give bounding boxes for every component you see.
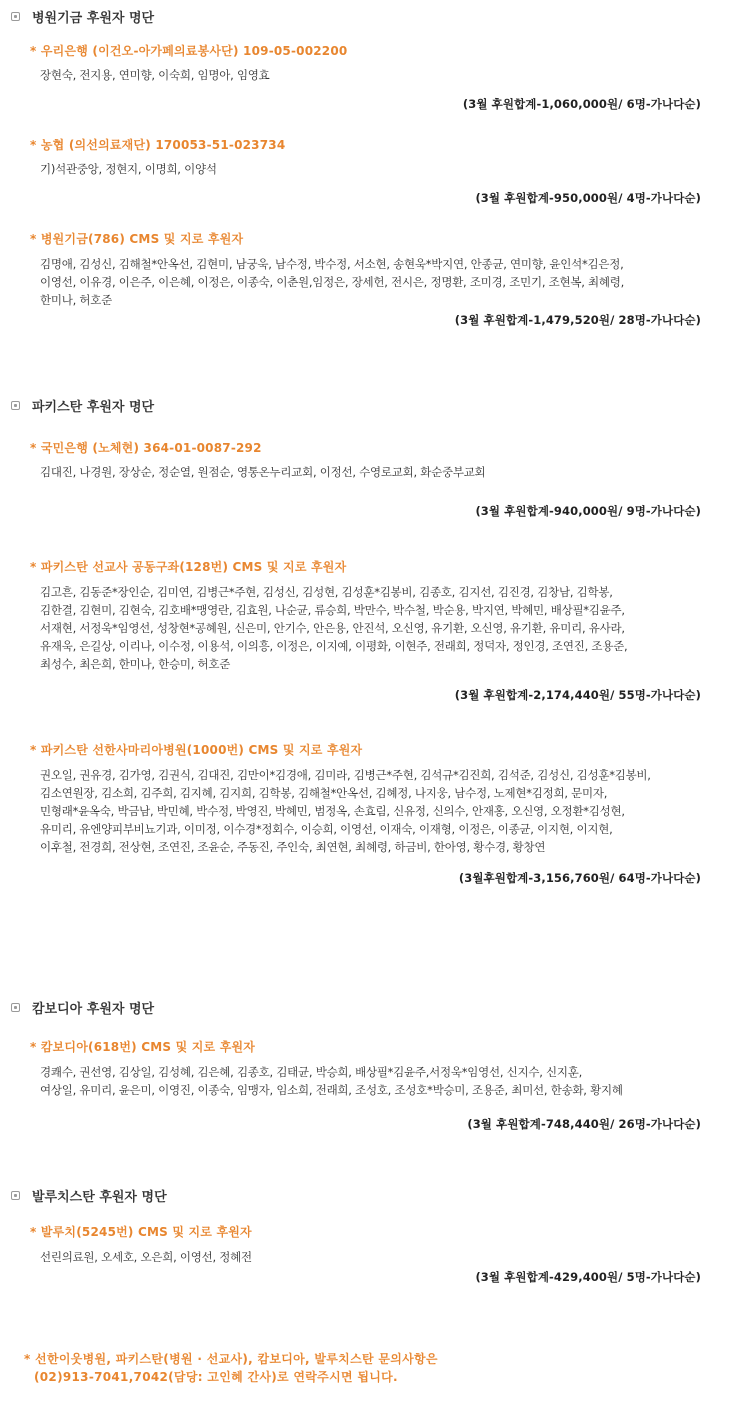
total-summary: (3월 후원합계-940,000원/ 9명-가나다순) xyxy=(475,504,701,518)
total-summary: (3월 후원합계-1,479,520원/ 28명-가나다순) xyxy=(454,313,701,327)
donor-line: 권오일, 권유경, 김가영, 김권식, 김대진, 김만이*김경애, 김미라, 김병근*주현, 김석규*김진희, 김석준, 김성신, 김성훈*김봉비, xyxy=(40,768,651,782)
total-summary: (3월후원합계-3,156,760원/ 64명-가나다순) xyxy=(458,871,701,885)
section-title: 발루치스탄 후원자 명단 xyxy=(11,1187,167,1203)
square-bullet-icon xyxy=(11,1003,20,1012)
donor-line: 서재현, 서정욱*임영선, 성창현*공혜원, 신은미, 안기수, 안은용, 안진석, 오신영, 유기환, 오신영, 유기환, 유미리, 유사라, xyxy=(40,621,625,635)
donor-line: 여상일, 유미리, 윤은미, 이영진, 이종숙, 임맹자, 임소희, 전래희, 조성호, 조성호*박승미, 조용준, 최미선, 한송화, 황지혜 xyxy=(40,1083,623,1097)
donor-line: 기)석관중앙, 정현지, 이명희, 이양석 xyxy=(40,162,217,176)
donor-list xyxy=(40,463,729,481)
total-summary: (3월 후원합계-748,440원/ 26명-가나다순) xyxy=(467,1117,701,1131)
total-summary: (3월 후원합계-1,060,000원/ 6명-가나다순) xyxy=(462,97,701,111)
total-summary: (3월 후원합계-429,400원/ 5명-가나다순) xyxy=(475,1270,701,1284)
donor-list xyxy=(40,160,729,178)
group-heading: * 발루치(5245번) CMS 및 지로 후원자 xyxy=(30,1225,252,1239)
donor-list xyxy=(40,66,729,84)
group-heading: * 파키스탄 선교사 공동구좌(128번) CMS 및 지로 후원자 xyxy=(30,560,347,574)
donor-list xyxy=(40,1248,729,1266)
group-heading: * 병원기금(786) CMS 및 지로 후원자 xyxy=(30,232,244,246)
donor-line: 민형래*윤옥숙, 박금남, 박민혜, 박수정, 박영진, 박혜민, 범정옥, 손효림, 신유정, 신의수, 안재홍, 오신영, 오정환*김성현, xyxy=(40,804,625,818)
donor-line: 이후철, 전경희, 전상현, 조연진, 조윤순, 주동진, 주인숙, 최연현, 최혜령, 하금비, 한아영, 황수경, 황창연 xyxy=(40,840,546,854)
donor-line: 유재욱, 은길상, 이리나, 이수정, 이용석, 이의흥, 이정은, 이지예, 이평화, 이현주, 전래희, 정덕자, 정인경, 조연진, 조용준, xyxy=(40,639,628,653)
donor-line: 최성수, 최은희, 한미나, 한승미, 허호준 xyxy=(40,657,231,671)
donor-line: 이영선, 이유경, 이은주, 이은혜, 이정은, 이종숙, 이춘원,임정은, 장세헌, 전시은, 정명환, 조미경, 조민기, 조현복, 최혜령, xyxy=(40,275,625,289)
group-heading: * 농협 (의선의료재단) 170053-51-023734 xyxy=(30,138,286,152)
square-bullet-icon xyxy=(11,12,20,21)
donor-line: 유미리, 유엔양피부비뇨기과, 이미정, 이수경*정회수, 이승희, 이영선, 이재숙, 이재형, 이정은, 이종균, 이지현, 이지현, xyxy=(40,822,613,836)
section-title: 파키스탄 후원자 명단 xyxy=(11,397,154,413)
donor-line: 경쾌수, 권선영, 김상일, 김성혜, 김은혜, 김종호, 김태균, 박승희, 배상필*김윤주,서정욱*임영선, 신지수, 신지훈, xyxy=(40,1065,582,1079)
group-heading: * 국민은행 (노체현) 364-01-0087-292 xyxy=(30,441,262,455)
section-title: 병원기금 후원자 명단 xyxy=(11,8,154,24)
donor-list xyxy=(40,583,729,673)
donor-line: 선린의료원, 오세호, 오은희, 이영선, 정혜전 xyxy=(40,1250,252,1264)
donor-line: 김명애, 김성신, 김해철*안옥선, 김현미, 남궁욱, 남수정, 박수정, 서소현, 송현욱*박지연, 안종균, 연미향, 윤인석*김은정, xyxy=(40,257,624,271)
donor-list xyxy=(40,766,729,856)
donor-line: 한미나, 허호준 xyxy=(40,293,112,307)
donor-line: 장현숙, 전지용, 연미향, 이숙희, 임명아, 임영효 xyxy=(40,68,270,82)
contact-note-line: (02)913-7041,7042(담당: 고인혜 간사)로 연락주시면 됩니다. xyxy=(34,1370,398,1384)
total-summary: (3월 후원합계-950,000원/ 4명-가나다순) xyxy=(475,191,701,205)
group-heading: * 파키스탄 선한사마리아병원(1000번) CMS 및 지로 후원자 xyxy=(30,743,363,757)
donor-list xyxy=(40,255,729,309)
square-bullet-icon xyxy=(11,1191,20,1200)
contact-note-line: * 선한이웃병원, 파키스탄(병원 · 선교사), 캄보디아, 발루치스탄 문의사항은 xyxy=(24,1352,438,1366)
total-summary: (3월 후원합계-2,174,440원/ 55명-가나다순) xyxy=(454,688,701,702)
donor-line: 김소연원장, 김소희, 김주희, 김지혜, 김지희, 김학봉, 김해철*안옥선, 김혜정, 나지웅, 남수정, 노제현*김정희, 문미자, xyxy=(40,786,608,800)
donor-line: 김고흔, 김동준*장인순, 김미연, 김병근*주현, 김성신, 김성현, 김성훈*김봉비, 김종호, 김지선, 김진경, 김창남, 김학봉, xyxy=(40,585,613,599)
donor-line: 김한결, 김현미, 김현숙, 김호배*맹영란, 김효원, 나순균, 류승희, 박만수, 박수철, 박순용, 박지연, 박혜민, 배상필*김윤주, xyxy=(40,603,625,617)
group-heading: * 캄보디아(618번) CMS 및 지로 후원자 xyxy=(30,1040,256,1054)
section-title: 캄보디아 후원자 명단 xyxy=(11,999,154,1015)
donor-line: 김대진, 나경원, 장상순, 정순열, 원점순, 영통온누리교회, 이정선, 수영로교회, 화순중부교회 xyxy=(40,465,486,479)
group-heading: * 우리은행 (이건오-아가페의료봉사단) 109-05-002200 xyxy=(30,44,348,58)
donor-list xyxy=(40,1063,729,1099)
square-bullet-icon xyxy=(11,401,20,410)
